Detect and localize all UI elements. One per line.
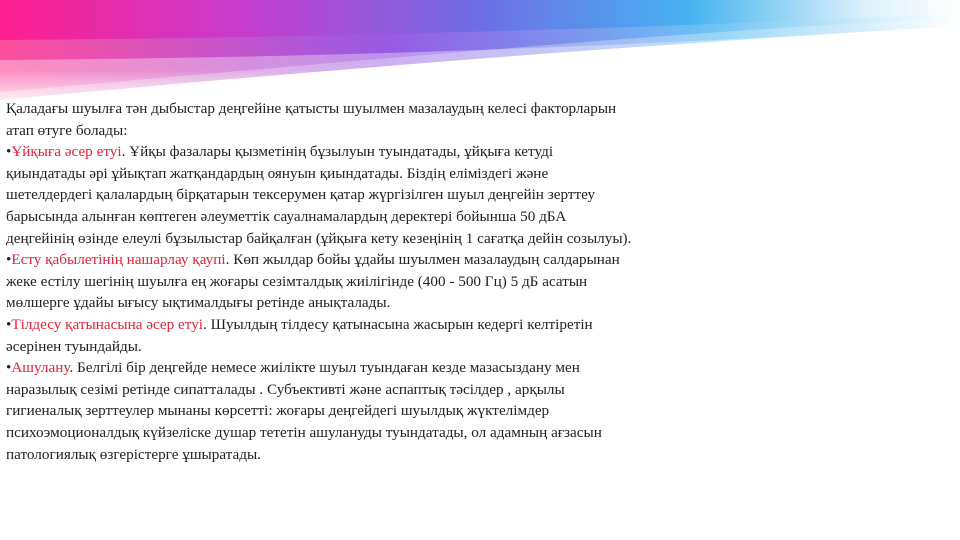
item-text: . Көп жылдар бойы ұдайы шуылмен мазалаудың салдарынан жеке естілу шегінің шуылға ең жоғары сезімталдық жиілігінде (400 - 500 Гц) 5 дБ асатын мөлшерге ұдайы ығысу ықтималдығы ретінде анықталады. (6, 251, 620, 312)
item-title: Ұйқыға әсер етуі (11, 143, 122, 161)
item-text: . Ұйқы фазалары қызметінің бұзылуын туындатады, ұйқыға кетуді қиындатады әрі ұйықтап жатқандардың оянуын қиындатады. Біздің еліміздегі және шетелдердегі қалалардың бірқатарын тексерумен қатар жүргізілген шуыл деңгейін зерттеу барысында алынған көптеген әлеуметтік сауалнамалардың деректері бойынша 50 дБА деңгейінің өзінде елеулі бұзылыстар байқалған (ұйқыға кету кезеңінің 1 сағатқа дейін созылуы). (6, 143, 632, 247)
list-item (6, 249, 636, 314)
item-title: Тілдесу қатынасына әсер етуі (11, 315, 204, 333)
bullet: • (6, 315, 12, 333)
slide-body (6, 98, 636, 465)
decorative-banner (0, 0, 960, 110)
list-item (6, 141, 636, 249)
bullet: • (6, 143, 12, 161)
item-text: . Белгілі бір деңгейде немесе жиілікте шуыл туындаған кезде мазасыздану мен наразылық сезімі ретінде сипатталады . Субъективті және аспаптық тәсілдер , арқылы гигиеналық зерттеулер мынаны көрсетті: жоғары деңгейдегі шуылдық жүктелімдер психоэмоционалдық күйзеліске душар тететін ашулануды туындатады, ол адамның ағзасын патологиялық өзгерістерге ұшыратады. (6, 359, 602, 463)
bullet: • (6, 251, 12, 269)
item-title: Есту қабылетінің нашарлау қаупі (11, 251, 226, 269)
list-item (6, 357, 636, 465)
bullet: • (6, 359, 12, 377)
item-text: . Шуылдың тілдесу қатынасына жасырын кедергі келтіретін әсерінен туындайды. (6, 315, 593, 355)
list-item (6, 314, 636, 357)
intro-paragraph: Қаладағы шуылға тән дыбыстар деңгейіне қатысты шуылмен мазалаудың келесі факторларын атап өтуге болады: (6, 100, 617, 139)
item-title: Ашулану (11, 359, 70, 377)
